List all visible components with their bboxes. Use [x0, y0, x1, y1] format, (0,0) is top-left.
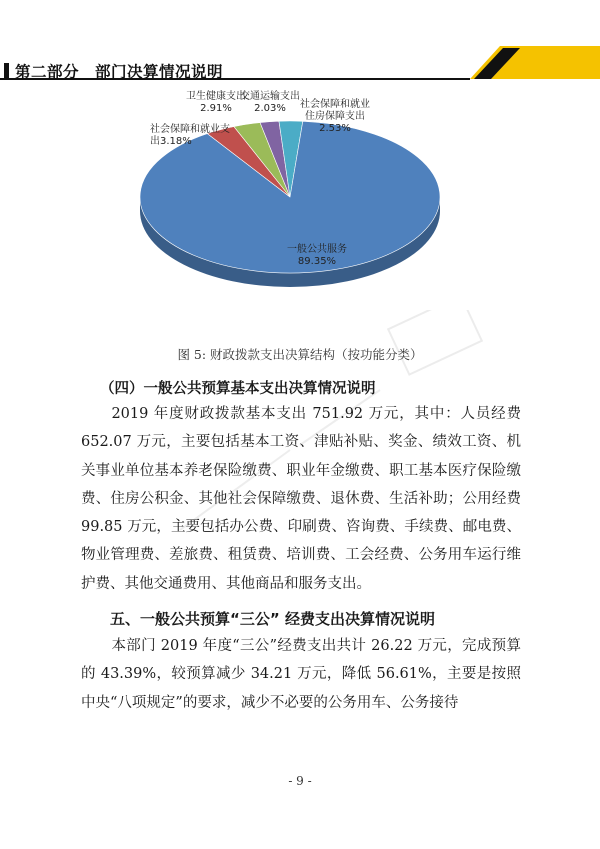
- page-number: - 9 -: [288, 774, 312, 788]
- slice-pct-general: 89.35%: [297, 256, 337, 267]
- slice-pct-transport: 2.03%: [254, 103, 286, 114]
- page-section-title: [4, 60, 223, 82]
- slice-label-general: 一般公共服务: [287, 244, 347, 255]
- pie-label-shehui: [150, 124, 238, 148]
- section-title-text: 第二部分 部门决算情况说明: [15, 63, 224, 81]
- sub-heading-basic-expenditure: （四）一般公共预算基本支出决算情况说明: [100, 380, 376, 397]
- pie-label-yiban: [287, 244, 347, 268]
- section-heading-three-public: 五、一般公共预算“三公” 经费支出决算情况说明: [110, 610, 435, 628]
- pie-label-weisheng: [186, 91, 246, 115]
- paragraph-basic-expenditure: 2019 年度财政拨款基本支出 751.92 万元，其中：人员经费 652.07 万元，主要包括基本工资、津贴补贴、奖金、绩效工资、机关事业单位基本养老保险缴费、职业年金缴费、职工基本医疗保险缴费、住房公积金、其他社会保障缴费、退休费、生活补助；公用经费 99.85 万元，主要包括办公费、印刷费、咨询费、手续费、邮电费、物业管理费、差旅费、租赁费、培训费、工会经费、公务用车运行维护费、其他交通费用、其他商品和服务支出。: [81, 406, 521, 592]
- slice-label-transport: 交通运输支出: [240, 91, 300, 102]
- slice-label-housing: 社会保障和就业住房保障支出: [300, 99, 370, 122]
- title-marker-icon: [4, 63, 9, 80]
- slice-pct-housing: 2.53%: [319, 123, 351, 134]
- slice-label-health: 卫生健康支出: [186, 91, 246, 102]
- slice-pct-health: 2.91%: [200, 103, 232, 114]
- paragraph-three-public: 本部门 2019 年度“三公”经费支出共计 26.22 万元，完成预算的 43.39%，较预算减少 34.21 万元，降低 56.61%，主要是按照中央“八项规定”的要求，减少不必要的公务用车、公务接待: [81, 638, 521, 711]
- pie-label-zhufang: [300, 99, 370, 135]
- figure-caption: 图 5: 财政拨款支出决算结构（按功能分类）: [177, 347, 423, 362]
- page-header: [0, 0, 600, 85]
- pie-label-jiaotong: [240, 91, 300, 115]
- slice-label-social: 社会保障和就业支出3.18%: [150, 124, 230, 147]
